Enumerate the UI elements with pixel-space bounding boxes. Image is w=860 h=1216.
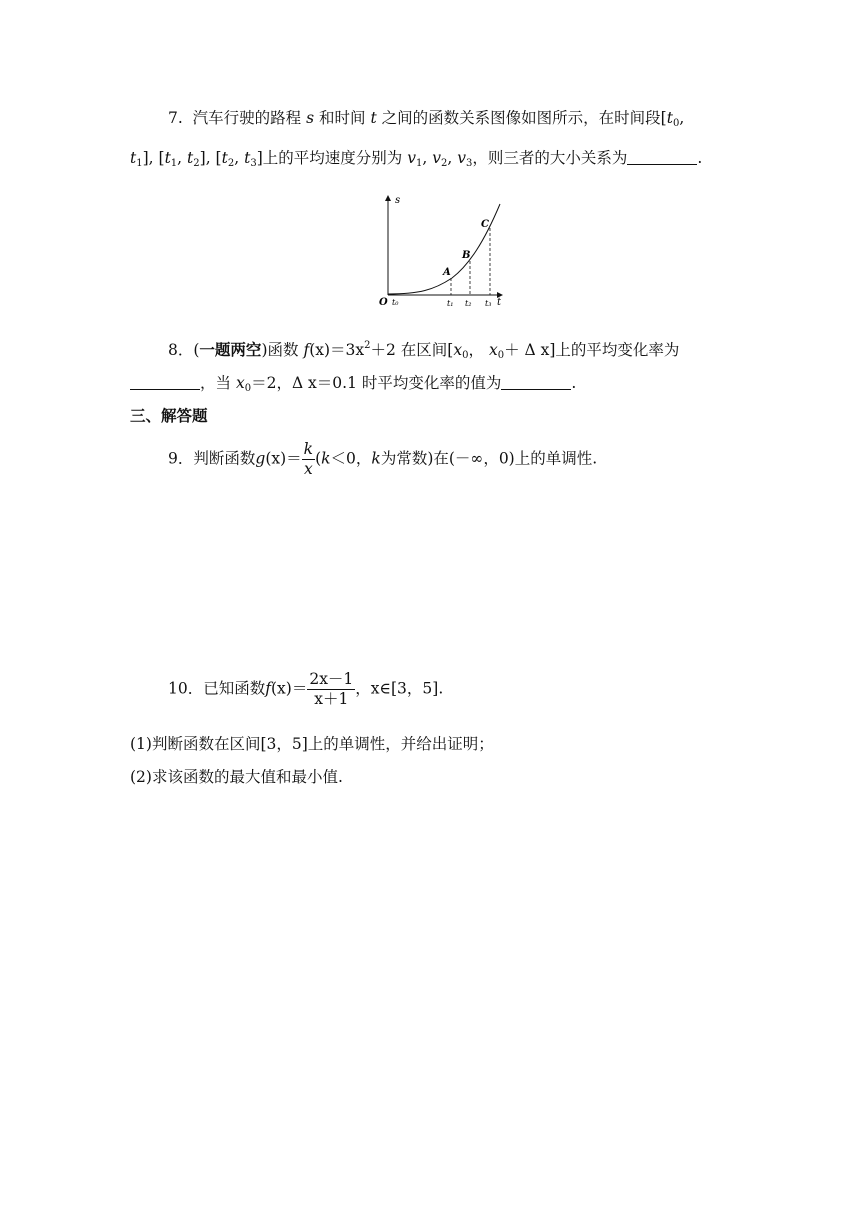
q8-text-c: ， [468,341,484,359]
q9-suffix-b: ＜0， [330,449,372,468]
q7-t0-var: t [666,109,673,127]
q8-exp: 2 [364,340,371,351]
q8-text-a: )函数 [261,341,299,359]
q7-var-t: t [370,109,377,127]
q7-t3-sub: 3 [250,158,257,169]
q8-end: . [571,374,577,392]
t2-label: t₂ [465,299,472,308]
q9-suffix-a: ( [315,449,322,468]
q8-eq: ＝3x [330,341,365,359]
point-a-label: A [443,267,451,278]
q9-k2: k [371,449,381,468]
q7-end: . [697,149,703,167]
q8-answer-blank-1[interactable] [130,375,200,390]
q8-text-g: ＝2，Δ x＝0.1 时平均变化率的值为 [251,374,502,392]
q8-line-1 [168,338,679,361]
t1-label: t₁ [447,299,454,308]
q8-tag: 一题两空 [199,341,262,359]
q10-paren-x: (x)＝ [270,679,308,698]
q8-text-d: ＋ Δ x [504,341,550,359]
t3-label: t₃ [485,299,492,308]
q8-line-2 [130,371,576,394]
y-axis-label: s [395,195,401,206]
q7-close-open: ], [ [142,149,165,167]
q8-f: f [303,341,310,359]
q9-frac-den: x [303,460,313,478]
q8-text-e: ]上的平均变化率为 [549,341,680,359]
q8-text-f: ，当 [200,374,232,392]
q10-part-2: (2)求该函数的最大值和最小值. [130,768,343,786]
q8-paren-x: (x) [309,341,331,359]
q7-line-2 [130,146,702,169]
q9-line [168,440,597,479]
q8-x0b-var: x [488,341,498,359]
point-b-label: B [462,250,471,261]
q8-x0-var: x [453,341,463,359]
q7-v1-var: v [407,149,416,167]
q9-prefix: 9．判断函数 [168,449,256,468]
q7-t3-var: t [244,149,251,167]
q8-answer-blank-2[interactable] [501,375,571,390]
q7-t1-var: t [130,149,137,167]
q7-text-e: ，则三者的大小关系为 [472,149,628,167]
q10-frac-num: 2x－1 [309,670,354,688]
q7-t1-sub: 1 [136,158,143,169]
q10-fraction [307,670,355,709]
q7-t2b-sub: 2 [227,158,235,169]
q7-text-b: 和时间 [319,109,366,127]
q7-text-c: 之间的函数关系图像如图所示，在时间段[ [381,109,667,127]
q8-x0-sub: 0 [462,350,469,361]
q7-var-s: s [306,109,315,127]
q9-suffix-c: 为常数)在(－∞，0)上的单调性. [380,449,598,468]
q8-text-b: ＋2 在区间[ [370,341,454,359]
section-title: 三、解答题 [130,407,208,425]
q7-text-d: 上的平均速度分别为 [262,149,403,167]
origin-label: O [379,297,388,308]
q7-text-a: 汽车行驶的路程 [192,109,302,127]
q7-answer-blank[interactable] [627,150,697,165]
q9-frac-num: k [303,440,314,458]
q7-t2b-var: t [221,149,228,167]
q8-x0c-sub: 0 [244,383,252,394]
q9-g: g [255,449,266,468]
q10-suffix: ，x∈[3，5]. [355,679,444,698]
q9-fraction [302,440,315,479]
s-t-curve [388,204,500,294]
x-axis-label: t [497,297,502,308]
q10-prefix: 10．已知函数 [168,679,266,698]
point-c-label: C [481,219,489,230]
q7-t1b-sub: 1 [170,158,178,169]
q9-k: k [321,449,331,468]
q7-v2-var: v [432,149,441,167]
s-t-graph-figure [374,190,514,315]
t0-label: t₀ [392,298,399,307]
q7-close-open-2: ], [ [199,149,222,167]
q9-paren-x: (x)＝ [265,449,302,468]
q7-v3-var: v [457,149,467,167]
q8-number: 8．( [168,341,200,359]
q7-t2-sub: 2 [193,158,200,169]
q7-comma-4: , [422,149,428,167]
q7-comma-2: , [177,149,183,167]
q7-v3-sub: 3 [466,158,473,169]
q7-t2-var: t [187,149,194,167]
q7-v1-sub: 1 [415,158,423,169]
q7-t0-sub: 0 [672,118,680,129]
q7-comma: , [679,109,685,127]
q7-line-1 [168,106,684,129]
q8-x0c-var: x [235,374,245,392]
q7-number: 7. [168,109,183,127]
q10-part-1: (1)判断函数在区间[3，5]上的单调性，并给出证明； [130,735,494,753]
q8-x0b-sub: 0 [497,350,505,361]
q7-comma-5: , [447,149,453,167]
q7-comma-3: , [234,149,240,167]
q7-v2-sub: 2 [441,158,448,169]
q10-frac-den: x＋1 [314,690,349,708]
q10-line [168,670,443,709]
q7-t1b-var: t [164,149,171,167]
q7-close: ] [256,149,263,167]
q10-f: f [265,679,271,698]
